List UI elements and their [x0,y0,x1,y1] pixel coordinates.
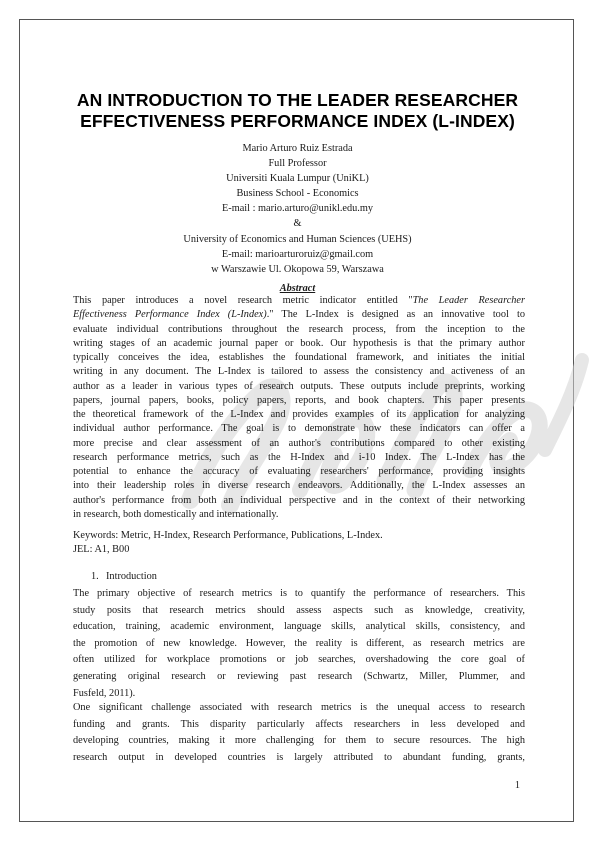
title-line: EFFECTIVENESS PERFORMANCE INDEX (L-INDEX) [80,111,515,131]
author-affiliation-2: University of Economics and Human Sciences (UEHS) [183,233,412,245]
paragraph-line: education, training, academic environment, language skills, analytical skills, consistency, and [73,621,525,633]
author-separator: & [293,218,302,230]
author-address: w Warszawie Ul. Okopowa 59, Warszawa [211,263,384,275]
paragraph-line: the promotion of new knowledge. However, the reality is different, as research metrics are [73,637,525,649]
section-number: 1. [91,571,99,582]
jel-line: JEL: A1, B00 [73,544,130,556]
paragraph-line: study posits that research metrics should assess aspects such as knowledge, creativity, [73,604,525,616]
title-line: AN INTRODUCTION TO THE LEADER RESEARCHER [76,90,519,110]
keywords-block [73,529,525,558]
paragraph-line: generating original research or reviewing past research (Schwartz, Miller, Plummer, and [73,670,525,682]
abstract-body [73,294,525,522]
paragraph-line: funding and grants. This disparity particularly affects researchers in less developed and [73,718,525,730]
abstract-line: the theoretical framework of the L-Index and provides examples of its application for analyzing [73,409,525,420]
paragraph-line: research output in developed countries is largely attributed to abundant funding, grants, [73,752,525,764]
intro-paragraph-1 [73,586,525,702]
abstract-line: author as a leader in various types of research outputs. These outputs include preprints, working [73,380,525,392]
italic-paper-name: Effectiveness Performance Index (L-Index) [73,309,267,321]
intro-paragraph-2 [73,700,525,767]
page-number: 1 [514,780,520,791]
abstract-line: evaluate individual contributions throughout the research process, from the inception to the [73,323,525,335]
paper-title [60,90,535,132]
section-title: Introduction [106,571,157,582]
abstract-line: into their leadership roles in diverse research endeavors. Additionally, the L-Index assesses an [73,480,525,492]
abstract-line: Effectiveness Performance Index (L-Index)." The L-Index is designed as an innovative tool to [73,309,525,321]
paragraph-line: One significant challenge associated with research metrics is the unequal access to research [73,702,525,713]
abstract-line: research performance metrics, such as the H-Index and i-10 Index. The L-Index has the [73,451,525,463]
italic-paper-name: The Leader Researcher [412,295,525,306]
abstract-line: individual author performance. The goal is to demonstrate how these indicators can offer a [73,423,525,435]
paragraph-line: often utilized for workplace promotions or job searches, overshadowing the core goal of [73,654,525,666]
section-heading-introduction [91,570,157,584]
abstract-line: writing stages of an academic journal paper or book. Our hypothesis is that the primary author [73,337,525,349]
paragraph-line: The primary objective of research metrics is to quantify the performance of researchers. This [73,588,525,599]
abstract-line: in research, both domestically and internationally. [73,508,279,520]
abstract-line: papers, journal papers, books, policy papers, reports, and book chapters. This paper presents [73,394,525,406]
abstract-line: author's performance from both an individual perspective and in the context of their networking [73,494,525,506]
author-email: E-mail : mario.arturo@unikl.edu.my [221,203,374,215]
abstract-line: writing in any document. The L-Index is tailored to assess the consistency and activeness of an [73,366,525,378]
author-info [100,141,495,277]
author-name: Mario Arturo Ruiz Estrada [242,143,353,154]
author-email-2: E-mail: marioarturoruiz@gmail.com [221,248,374,260]
paragraph-line: developing countries, making it more challenging for them to secure resources. The high [73,735,525,747]
abstract-line: more precise and clear assessment of an author's contributions compared to other existing [73,437,525,449]
paragraph-line: Fusfeld, 2011). [73,687,136,699]
author-department: Business School - Economics [236,188,359,200]
abstract-heading: Abstract [279,283,316,294]
abstract-line: typically conceives the idea, establishes the foundational framework, and initiates the initial [73,352,525,363]
keywords-line: Keywords: Metric, H-Index, Research Performance, Publications, L-Index. [73,530,383,541]
author-position: Full Professor [268,158,327,170]
abstract-line: potential to enhance the accuracy of evaluating researchers' performance, providing insights [73,466,525,477]
abstract-line: This paper introduces a novel research metric indicator entitled "The Leader Researcher [73,295,525,306]
author-affiliation: Universiti Kuala Lumpur (UniKL) [226,173,369,185]
